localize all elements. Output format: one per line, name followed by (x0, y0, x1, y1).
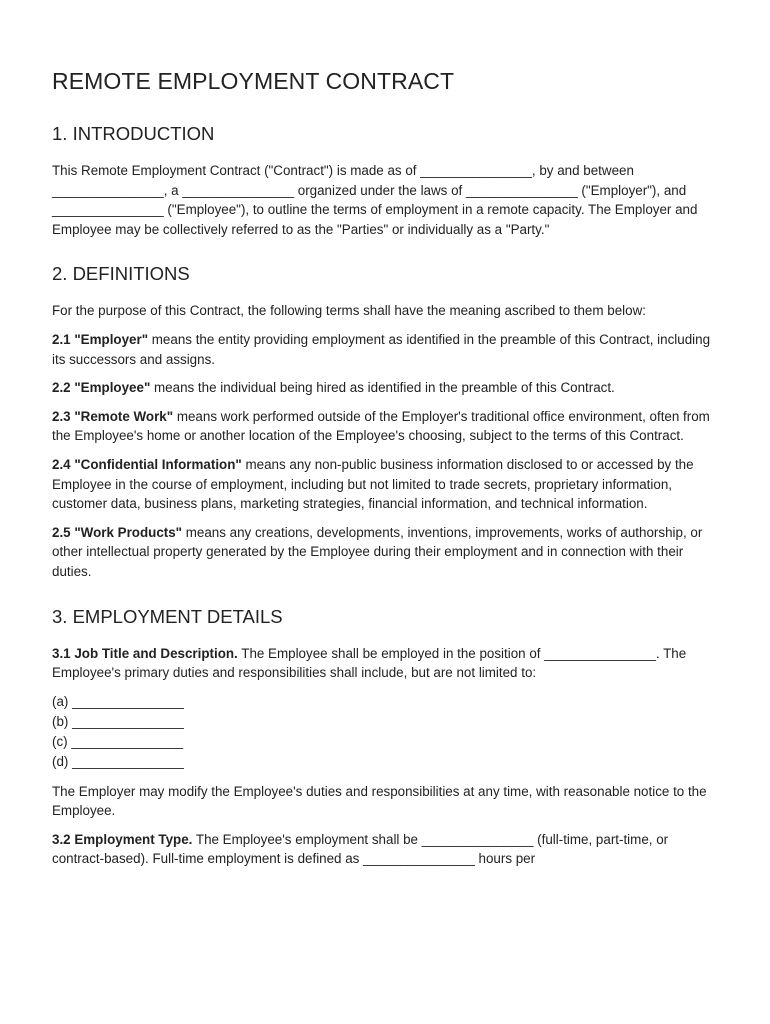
definition-term: 2.2 "Employee" (52, 380, 151, 396)
definition-item (52, 330, 720, 369)
contract-body (52, 68, 720, 869)
duty-list-item: (d) _______________ (52, 753, 184, 769)
document-title: REMOTE EMPLOYMENT CONTRACT (52, 68, 455, 94)
definition-term: 2.1 "Employer" (52, 331, 149, 347)
definition-text: means the entity providing employment as identified in the preamble of this Contract, including its successors and assigns. (52, 331, 711, 367)
definition-item (52, 455, 720, 514)
duties-list (52, 692, 720, 772)
clause-term: 3.2 Employment Type. (52, 831, 193, 847)
clause-term: 3.1 Job Title and Description. (52, 645, 238, 661)
definition-text: means work performed outside of the Employer's traditional office environment, often from the Employee's home or another location of the Employee's choosing, subject to the terms of this Contract. (52, 408, 710, 444)
job-title-clause (52, 644, 720, 683)
section-heading-definitions: 2. DEFINITIONS (52, 263, 190, 285)
section-heading-employment-details: 3. EMPLOYMENT DETAILS (52, 605, 283, 627)
definitions-intro: For the purpose of this Contract, the following terms shall have the meaning ascribed to them below: (52, 303, 646, 319)
definition-text: means the individual being hired as identified in the preamble of this Contract. (150, 380, 615, 396)
clause-text: The Employee shall be employed in the position of _______________. The Employee's primary duties and responsibilities shall include, but are not limited to: (52, 645, 687, 681)
duty-list-item: (b) _______________ (52, 713, 184, 729)
definition-item (52, 378, 720, 398)
definition-item (52, 523, 720, 582)
introduction-paragraph: This Remote Employment Contract ("Contract") is made as of _______________, by and between _______________, a _______________ organized under the laws of _______________ ("Employer"), and _______________ ("Employee"), to outline the terms of employment in a remote capacity. The Employer and Employee may be collectively referred to as the "Parties" or individually as a "Party." (52, 163, 698, 237)
employment-type-clause (52, 830, 720, 869)
section-heading-introduction: 1. INTRODUCTION (52, 123, 215, 144)
duty-list-item: (a) _______________ (52, 693, 184, 709)
definition-term: 2.3 "Remote Work" (52, 408, 174, 424)
modify-duties-paragraph: The Employer may modify the Employee's duties and responsibilities at any time, with reasonable notice to the Employee. (52, 783, 707, 819)
definition-item (52, 407, 720, 446)
duty-list-item: (c) _______________ (52, 733, 184, 749)
clause-text: The Employee's employment shall be _______________ (full-time, part-time, or contract-based). Full-time employment is defined as _______________ hours per (52, 831, 669, 867)
definition-text: means any non-public business information disclosed to or accessed by the Employee in the course of employment, including but not limited to trade secrets, proprietary information, customer data, business plans, marketing strategies, financial information, and technical information. (52, 456, 694, 512)
definition-text: means any creations, developments, inventions, improvements, works of authorship, or other intellectual property generated by the Employee during their employment and in connection with their duties. (52, 524, 703, 579)
definition-term: 2.5 "Work Products" (52, 524, 183, 540)
definition-term: 2.4 "Confidential Information" (52, 456, 242, 472)
